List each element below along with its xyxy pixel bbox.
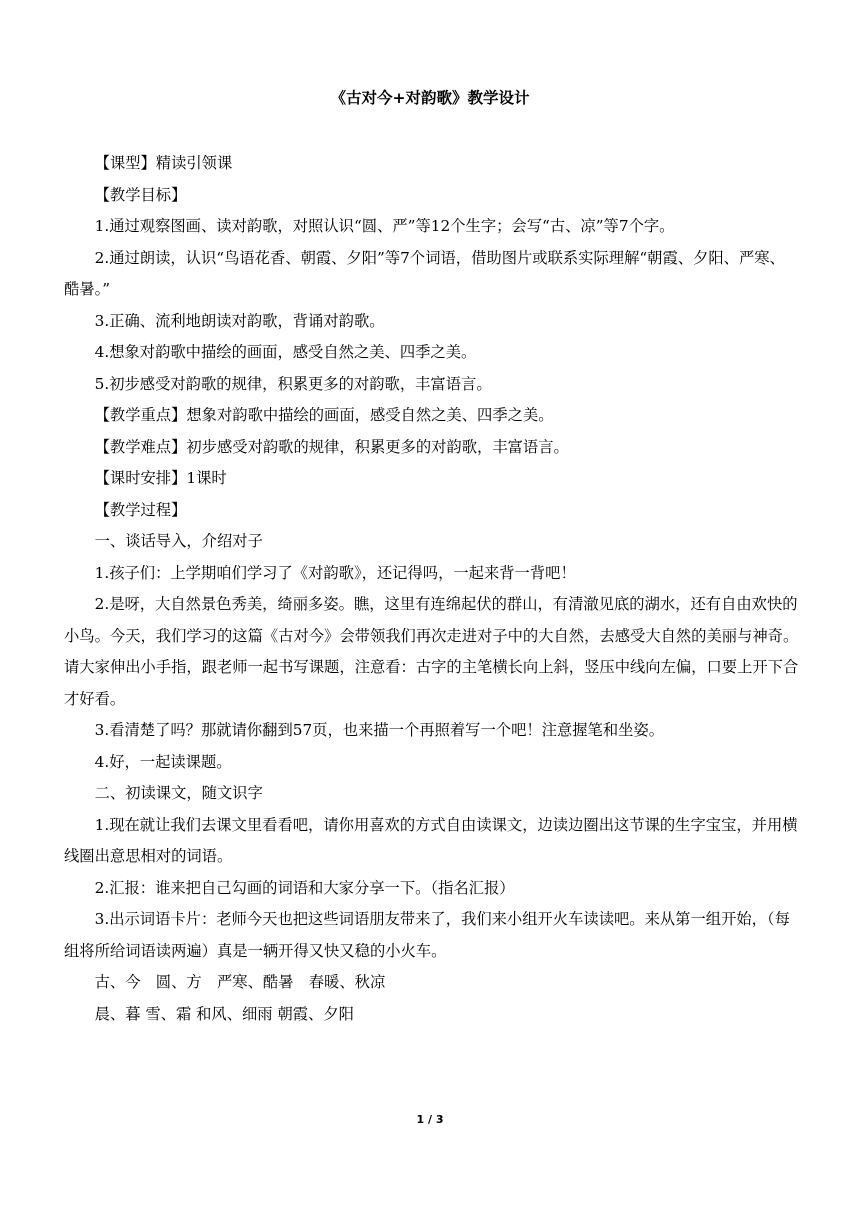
- paragraph-key-points: 【教学重点】想象对韵歌中描绘的画面，感受自然之美、四季之美。: [94, 406, 554, 424]
- paragraph-process-heading: 【教学过程】: [94, 500, 187, 519]
- paragraph-step-2-1: 1.现在就让我们去课文里看看吧，请你用喜欢的方式自由读课文，边读边圈出这节课的生字宝宝，并用横线圈出意思相对的词语。: [64, 815, 798, 865]
- paragraph-objective-5: 5.初步感受对韵歌的规律，积累更多的对韵歌，丰富语言。: [94, 374, 492, 393]
- paragraph-word-pairs-2: 晨、暮 雪、霜 和风、细雨 朝霞、夕阳: [94, 1004, 354, 1023]
- paragraph-lesson-type: 【课型】精读引领课: [94, 154, 233, 172]
- paragraph-schedule: 【课时安排】1课时: [94, 469, 227, 487]
- paragraph-word-pairs-1: 古、今 圆、方 严寒、酷暑 春暖、秋凉: [94, 973, 386, 991]
- paragraph-objective-2: 2.通过朗读，认识“鸟语花香、朝霞、夕阳”等7个词语，借助图片或联系实际理解“朝霞、夕阳、严寒、酷暑。”: [64, 248, 785, 298]
- paragraph-step-1-2: 2.是呀，大自然景色秀美，绮丽多姿。瞧，这里有连绵起伏的群山，有清澈见底的湖水，还有自由欢快的小鸟。今天，我们学习的这篇《古对今》会带领我们再次走进对子中的大自然，去感受大自然的美丽与神奇。请大家伸出小手指，跟老师一起书写课题，注意看：古字的主笔横长向上斜，竖压中线向左偏，口要上开下合才好看。: [64, 595, 799, 708]
- paragraph-objective-1: 1.通过观察图画、读对韵歌，对照认识“圆、严”等12个生字；会写“古、凉”等7个字。: [94, 217, 675, 235]
- paragraph-objective-4: 4.想象对韵歌中描绘的画面，感受自然之美、四季之美。: [94, 343, 477, 361]
- document-title: 《古对今+对韵歌》教学设计: [330, 89, 530, 107]
- paragraph-objective-3: 3.正确、流利地朗读对韵歌，背诵对韵歌。: [94, 311, 385, 330]
- paragraph-step-1-3: 3.看清楚了吗？那就请你翻到57页，也来描一个再照着写一个吧！注意握笔和坐姿。: [94, 721, 665, 739]
- paragraph-section-2-heading: 二、初读课文，随文识字: [94, 784, 263, 802]
- page-number: 1 / 3: [416, 1113, 444, 1126]
- document-body: [64, 148, 800, 1030]
- paragraph-difficulties: 【教学难点】初步感受对韵歌的规律，积累更多的对韵歌，丰富语言。: [94, 437, 569, 456]
- paragraph-objectives-heading: 【教学目标】: [94, 185, 187, 204]
- paragraph-step-1-1: 1.孩子们：上学期咱们学习了《对韵歌》，还记得吗，一起来背一背吧！: [94, 563, 576, 582]
- paragraph-step-2-2: 2.汇报：谁来把自己勾画的词语和大家分享一下。（指名汇报）: [94, 878, 515, 897]
- paragraph-step-2-3: 3.出示词语卡片：老师今天也把这些词语朋友带来了，我们来小组开火车读读吧。来从第一组开始，（每组将所给词语读两遍）真是一辆开得又快又稳的小火车。: [64, 910, 790, 960]
- paragraph-section-1-heading: 一、谈话导入，介绍对子: [94, 532, 263, 550]
- paragraph-step-1-4: 4.好，一起读课题。: [94, 752, 232, 771]
